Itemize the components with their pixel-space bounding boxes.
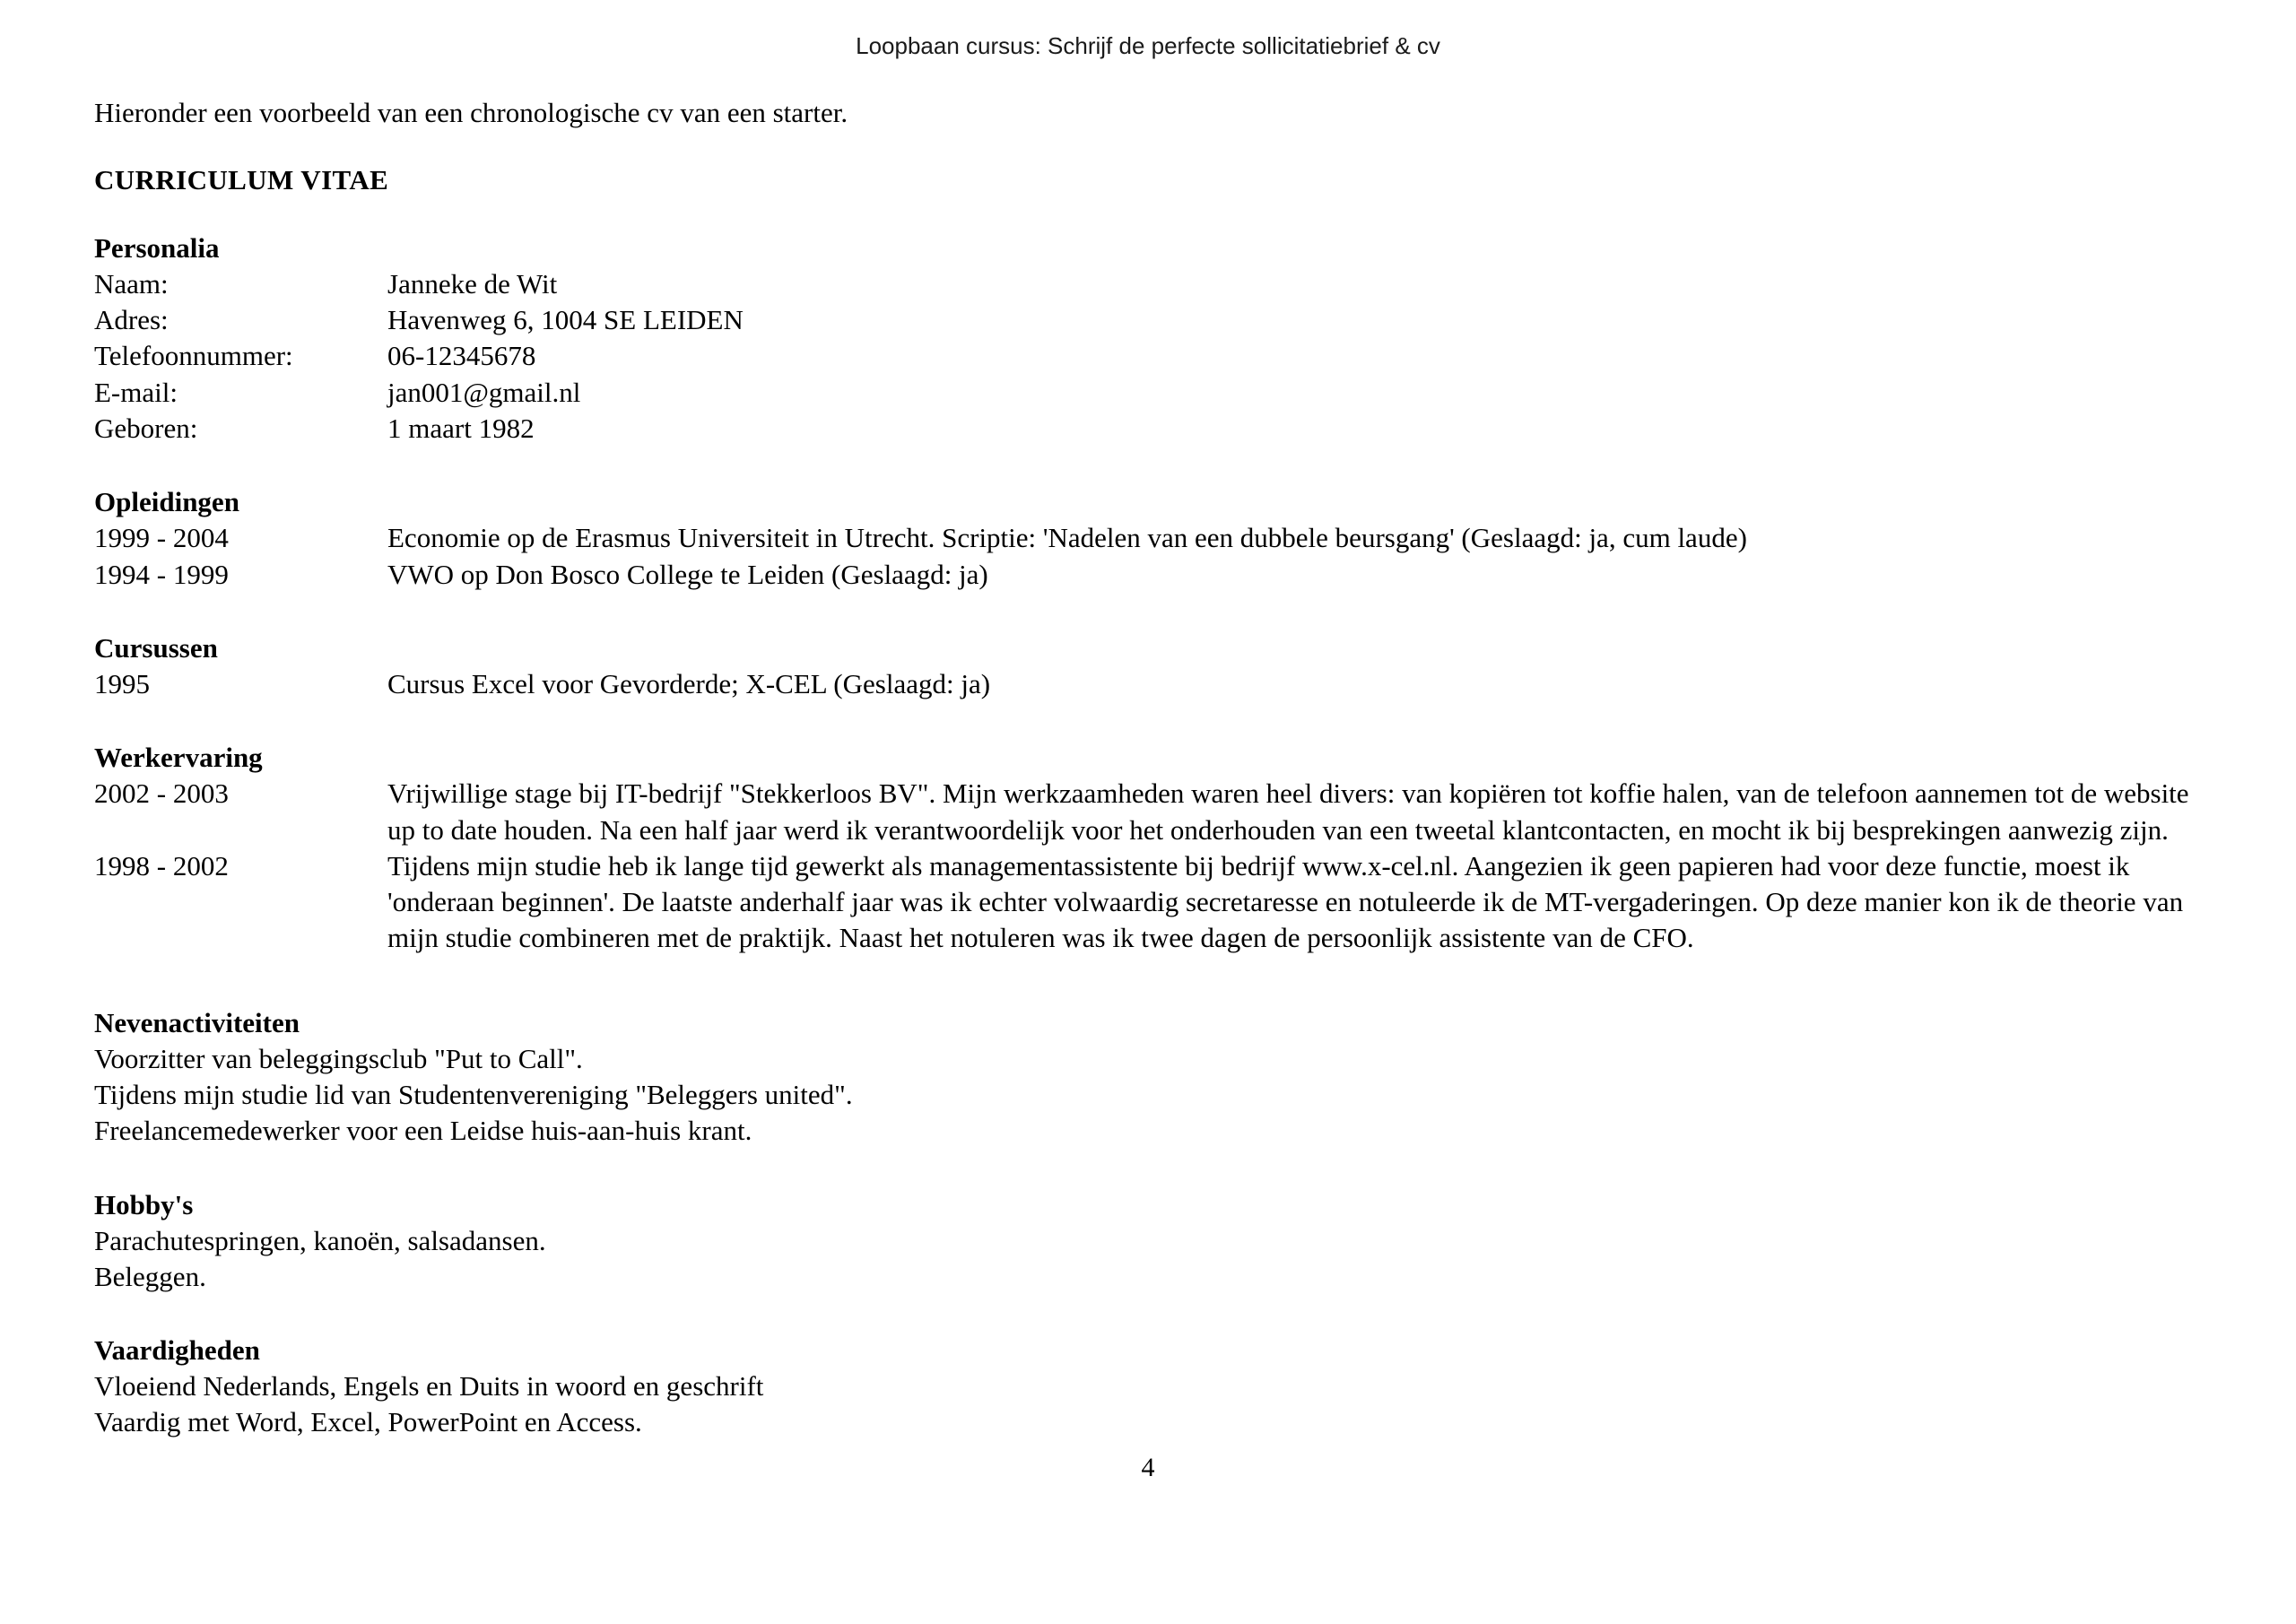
row-value: Economie op de Erasmus Universiteit in Utrecht. Scriptie: 'Nadelen van een dubbele beursgang' (Geslaagd: ja, cum laude) [387, 522, 1747, 554]
section-heading-vaardigheden: Vaardigheden [94, 1334, 260, 1367]
row-label: 1999 - 2004 [94, 522, 229, 554]
table-row [94, 375, 2211, 411]
section-personalia [94, 232, 2211, 447]
section-hobbys [94, 1189, 2211, 1296]
section-cursussen [94, 632, 2211, 702]
row-label: Geboren: [94, 413, 198, 445]
section-nevenactiviteiten [94, 1007, 2211, 1150]
table-row [94, 302, 2211, 338]
row-value: Janneke de Wit [387, 267, 558, 300]
row-value: jan001@gmail.nl [387, 376, 581, 408]
intro-paragraph: Hieronder een voorbeeld van een chronologische cv van een starter. [94, 97, 848, 128]
text-line: Tijdens mijn studie lid van Studentenvereniging "Beleggers united". [94, 1079, 853, 1110]
table-row [94, 411, 2211, 447]
section-heading-cursussen: Cursussen [94, 631, 218, 664]
row-label: 2002 - 2003 [94, 777, 229, 810]
row-value: Havenweg 6, 1004 SE LEIDEN [387, 304, 744, 336]
section-werkervaring [94, 742, 2211, 956]
section-opleidingen [94, 486, 2211, 593]
text-line: Voorzitter van beleggingsclub "Put to Call". [94, 1042, 583, 1074]
table-row [94, 266, 2211, 302]
row-label: 1995 [94, 667, 150, 699]
section-heading-opleidingen: Opleidingen [94, 486, 239, 518]
row-label: 1994 - 1999 [94, 558, 229, 590]
row-value: Tijdens mijn studie heb ik lange tijd gewerkt als managementassistente bij bedrijf www.x-cel.nl. Aangezien ik geen papieren had voor deze functie, moest ik 'onderaan beginnen'. De laatste anderhalf jaar was ik echter volwaardig secretaresse en notuleerde ik de MT-vergaderingen. Op deze manier kon ik de theorie van mijn studie combineren met de praktijk. Naast het notuleren was ik twee dagen de persoonlijk assistente van de CFO. [387, 849, 2184, 954]
text-line: Freelancemedewerker voor een Leidse huis-aan-huis krant. [94, 1115, 752, 1147]
section-vaardigheden [94, 1334, 2211, 1441]
table-row [94, 520, 2211, 556]
row-label: E-mail: [94, 376, 178, 408]
table-row [94, 848, 2211, 957]
text-line: Parachutespringen, kanoën, salsadansen. [94, 1224, 546, 1256]
row-label: 1998 - 2002 [94, 849, 229, 881]
document-content [94, 94, 2211, 1468]
running-header: Loopbaan cursus: Schrijf de perfecte sollicitatiebrief & cv [856, 32, 1440, 59]
page-title: CURRICULUM VITAE [94, 163, 389, 195]
section-heading-werkervaring: Werkervaring [94, 742, 263, 774]
text-line: Beleggen. [94, 1260, 206, 1292]
table-row [94, 666, 2211, 702]
table-row [94, 557, 2211, 593]
row-label: Adres: [94, 304, 169, 336]
section-heading-hobbys: Hobby's [94, 1188, 194, 1220]
section-heading-personalia: Personalia [94, 231, 220, 264]
text-line: Vloeiend Nederlands, Engels en Duits in woord en geschrift [94, 1370, 764, 1403]
table-row [94, 338, 2211, 374]
page-number: 4 [1141, 1453, 1155, 1482]
table-row [94, 776, 2211, 848]
row-value: 1 maart 1982 [387, 413, 535, 445]
row-label: Telefoonnummer: [94, 340, 293, 372]
row-value: 06-12345678 [387, 340, 536, 372]
row-value: Cursus Excel voor Gevorderde; X-CEL (Geslaagd: ja) [387, 667, 991, 699]
text-line: Vaardig met Word, Excel, PowerPoint en Access. [94, 1406, 642, 1438]
row-value: Vrijwillige stage bij IT-bedrijf "Stekkerloos BV". Mijn werkzaamheden waren heel divers: van kopiëren tot koffie halen, van de telefoon aannemen tot de website up to date houden. Na een half jaar werd ik verantwoordelijk voor het onderhouden van een tweetal klantcontacten, en mocht ik bij besprekingen aanwezig zijn. [387, 777, 2189, 846]
row-label: Naam: [94, 267, 169, 300]
section-heading-nevenactiviteiten: Nevenactiviteiten [94, 1006, 300, 1038]
row-value: VWO op Don Bosco College te Leiden (Geslaagd: ja) [387, 558, 988, 590]
